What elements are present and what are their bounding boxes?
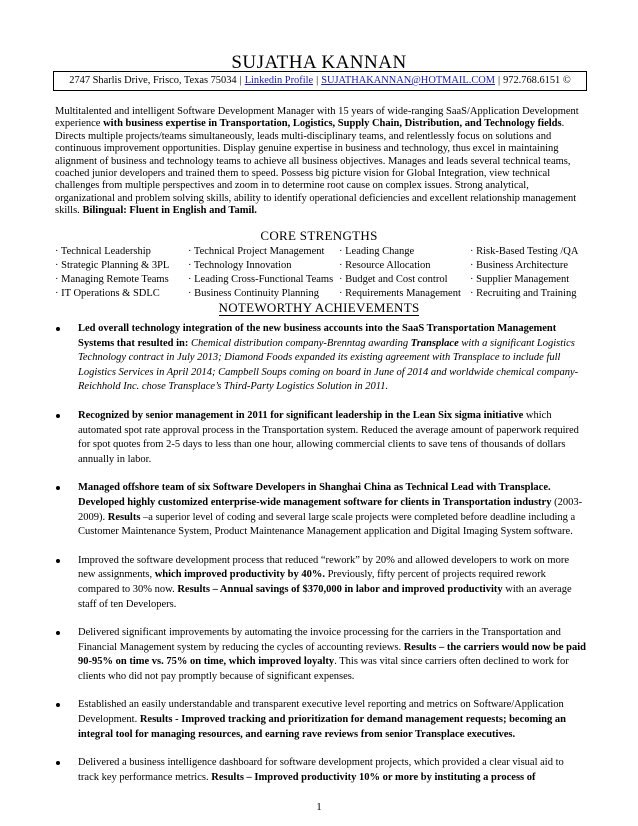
strength-item: · Business Continuity Planning: [188, 288, 319, 299]
text-run: Improved the software development process that reduced “rework” by 20% and allowed developers to work on more new assignments,: [78, 554, 569, 581]
strength-item: · Recruiting and Training: [470, 288, 577, 299]
achievement-item: [55, 554, 587, 612]
strength-item: · Supplier Management: [470, 274, 570, 285]
separator: |: [239, 75, 242, 86]
strength-item: · Business Architecture: [470, 260, 568, 271]
text-run: Managed offshore team of six Software Developers in Shanghai China as Technical Lead with Transplace. Developed highly customized enterprise-wide management software for clients in Transportation industry: [78, 482, 552, 508]
text-run: with business expertise in Transportation, Logistics, Supply Chain, Distribution, and Technology fields: [103, 118, 562, 130]
strength-item: · Strategic Planning & 3PL: [55, 260, 170, 271]
bullet-icon: [56, 327, 60, 331]
achievement-item: [55, 756, 587, 785]
text-run: which automated spot rate approval process in the Transportation system. Reduced the average amount of paperwork required for spot quotes from 2-5 days to less than one hour, allowing commercial clients to save tens of thousands of dollars annually in labor.: [78, 409, 579, 465]
text-run: . Directs multiple projects/teams simultaneously, leads multi-disciplinary teams, and relentlessly focus on solutions and continuous improvement opportunities. Display genuine expertise in business and technology, thus excel in maintaining alignment of business and technology teams to achieve all business objectives. Manages and leads several technical teams, coached junior developers and trained them to speed. Possess big picture vision for Global Integration, view technical challenges from multiple perspectives and zoom in to determine root cause on complex issues. Strong analytical, organizational and problem solving skills, ability to identify operational deficiencies and excellent relationship management skills.: [55, 118, 577, 217]
page-number: 1: [316, 801, 322, 813]
achievement-text: [78, 698, 587, 742]
strength-item: · Technical Project Management: [188, 246, 325, 257]
text-run: Recognized by senior management in 2011 for significant leadership in the Lean Six sigma initiative: [78, 409, 524, 421]
strength-item: · Managing Remote Teams: [55, 274, 169, 285]
address: 2747 Sharlis Drive, Frisco, Texas 75034: [69, 75, 237, 86]
text-run: Transplace: [410, 337, 459, 349]
achievement-text: [78, 626, 587, 684]
achievements-heading-text: NOTEWORTHY ACHIEVEMENTS: [218, 300, 420, 315]
core-strengths-grid: [55, 245, 587, 301]
text-run: Results - Improved tracking and prioritization for demand management requests; becoming an integral tool for managing resources, and earning rave reviews from senior Transplace executives.: [78, 714, 566, 740]
text-run: Chemical distribution company-Brenntag awarding: [190, 337, 411, 349]
text-run: Results – the carriers would now be paid 90-95% on time vs. 75% on time, which improved loyalty: [78, 641, 586, 668]
strengths-row: [55, 287, 587, 301]
strength-item: · IT Operations & SDLC: [55, 288, 160, 299]
achievement-item: [55, 322, 587, 395]
achievement-item: [55, 409, 587, 467]
strength-item: · Technology Innovation: [188, 260, 292, 271]
text-run: Previously, fifty percent of projects required rework compared to 30% now.: [78, 569, 546, 595]
achievement-text: [78, 322, 587, 395]
strength-item: · Resource Allocation: [339, 260, 431, 271]
achievements-list: [55, 322, 587, 799]
achievement-text: [78, 409, 587, 467]
text-run: Led overall technology integration of the new business accounts into the SaaS Transportation Management Systems that resulted in:: [78, 323, 557, 349]
strengths-row: [55, 245, 587, 259]
phone: 972.768.6151 ©: [503, 75, 571, 86]
contact-bar: [53, 71, 587, 91]
strength-item: · Leading Cross-Functional Teams: [188, 274, 334, 285]
bullet-icon: [56, 761, 60, 765]
text-run: Established an easily understandable and transparent executive level reporting and metrics on Software/Application Development.: [78, 699, 564, 726]
candidate-name: SUJATHA KANNAN: [231, 52, 407, 73]
achievement-text: [78, 756, 587, 785]
text-run: which improved productivity by 40%.: [154, 569, 325, 581]
bullet-icon: [56, 631, 60, 635]
bullet-icon: [56, 486, 60, 490]
strength-item: · Budget and Cost control: [339, 274, 448, 285]
strength-item: · Risk-Based Testing /QA: [470, 246, 579, 257]
achievements-heading: [0, 300, 638, 316]
achievement-item: [55, 481, 587, 539]
text-run: with an average staff of ten Developers.: [78, 583, 572, 610]
linkedin-link[interactable]: Linkedin Profile: [244, 75, 314, 86]
summary-paragraph: [55, 106, 587, 218]
achievement-item: [55, 698, 587, 742]
achievement-item: [55, 626, 587, 684]
text-run: –a superior level of coding and several large scale projects were completed before deadline including a Customer Maintenance System, Product Maintenance Management application and Digital Imaging System software.: [78, 511, 576, 538]
strength-item: · Technical Leadership: [55, 246, 151, 257]
bullet-icon: [56, 559, 60, 563]
strengths-row: [55, 273, 587, 287]
text-run: with a significant Logistics Technology contract in July 2013; Diamond Foods expanded its existing agreement with Transplace to include full Logistics Services in April 2014; Campbell Soups coming on board in June of 2014 and worldwide chemical company-Reichhold Inc. chose Transplace’s Third-Party Logistics Solution in 2011.: [78, 337, 579, 393]
strength-item: · Leading Change: [339, 246, 415, 257]
text-run: Delivered a business intelligence dashboard for software development projects, which provided a clear visual aid to track key performance metrics.: [78, 757, 564, 783]
strength-item: · Requirements Management: [339, 288, 461, 299]
text-run: Results – Improved productivity 10% or more by instituting a process of: [211, 771, 536, 783]
text-run: Results: [107, 511, 141, 523]
bullet-icon: [56, 703, 60, 707]
text-run: (2003-2009).: [78, 496, 583, 523]
text-run: Bilingual: Fluent in English and Tamil.: [82, 205, 257, 217]
achievement-text: [78, 481, 587, 539]
text-run: . This was vital since carriers often declined to work for clients who did not pay promptly because of significant expenses.: [78, 656, 569, 682]
strengths-row: [55, 259, 587, 273]
separator: |: [316, 75, 319, 86]
separator: |: [498, 75, 501, 86]
bullet-icon: [56, 414, 60, 418]
core-strengths-heading: CORE STRENGTHS: [260, 228, 378, 243]
email-link[interactable]: SUJATHAKANNAN@HOTMAIL.COM: [321, 75, 495, 86]
text-run: Delivered significant improvements by automating the invoice processing for the carriers in the Transportation and Financial Management system by reducing the cycles of accounting reviews.: [78, 627, 561, 653]
achievement-text: [78, 554, 587, 612]
text-run: Multitalented and intelligent Software Development Manager with 15 years of wide-ranging SaaS/Application Development experience: [55, 106, 579, 130]
text-run: Results – Annual savings of $370,000 in labor and improved productivity: [177, 583, 503, 595]
